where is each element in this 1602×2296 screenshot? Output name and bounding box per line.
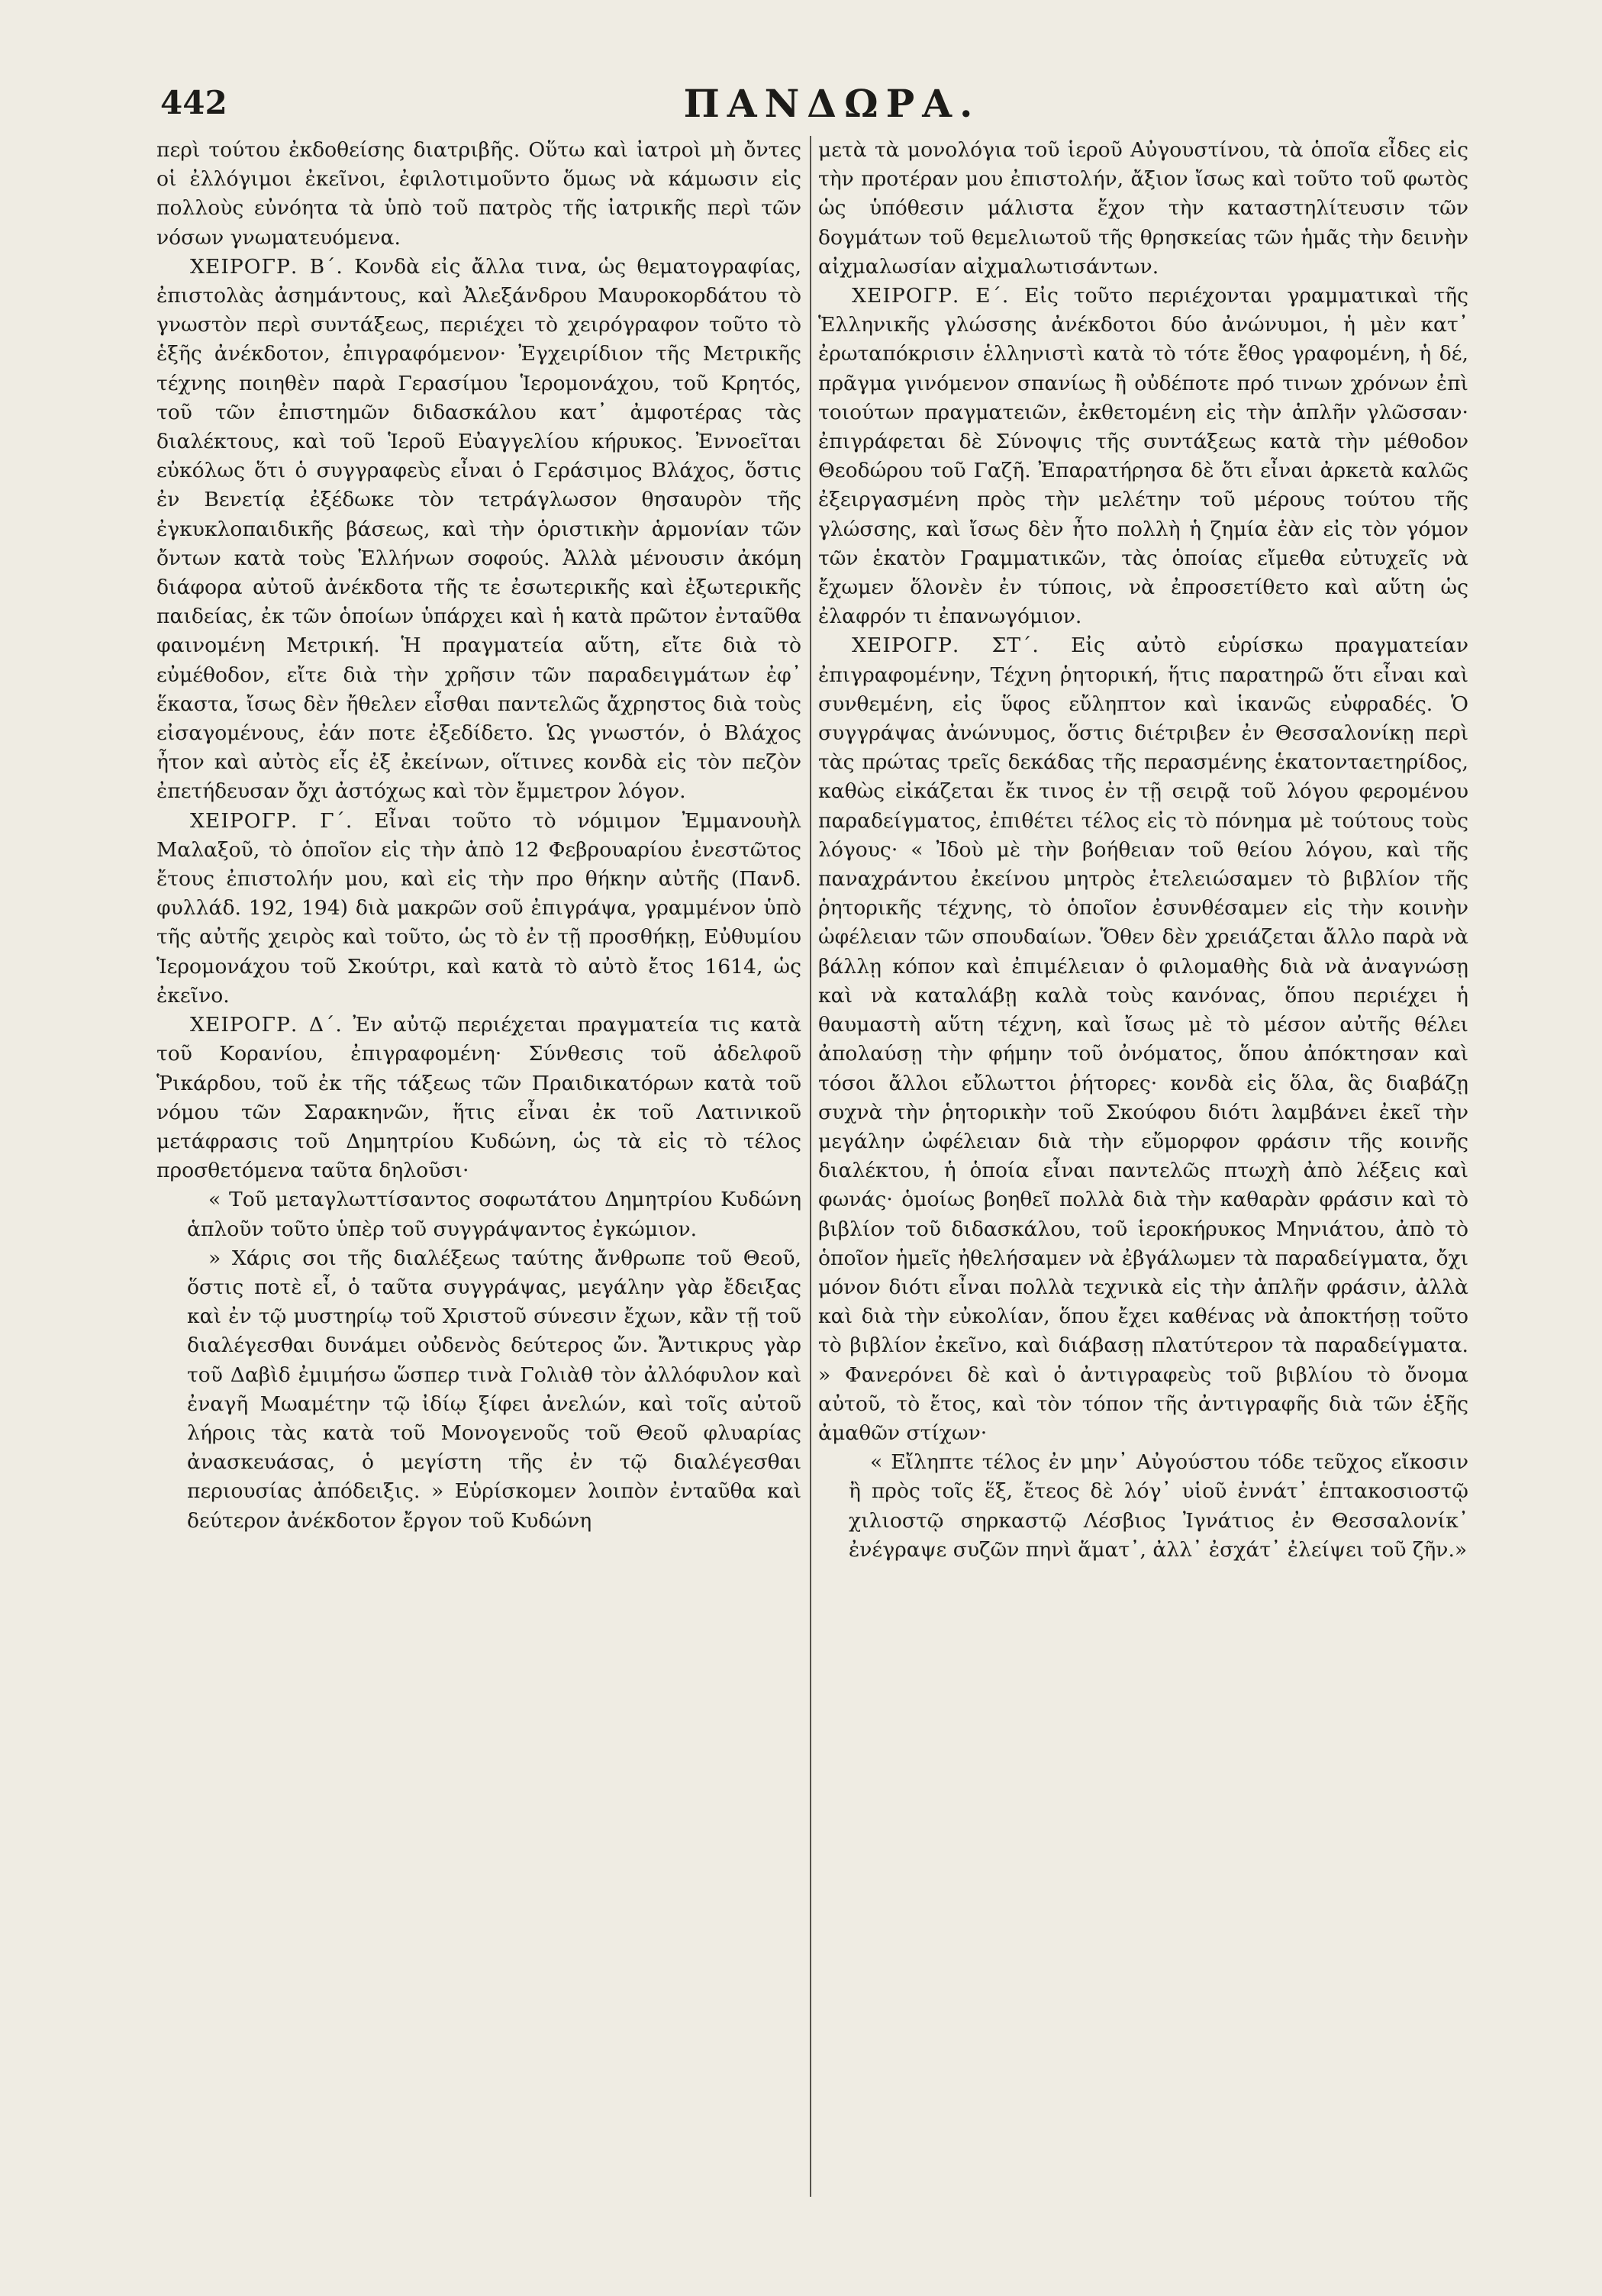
section-label: ΧΕΙΡΟΓΡ. Δ΄. (190, 1013, 343, 1037)
page-number: 442 (160, 84, 227, 121)
section-label: ΧΕΙΡΟΓΡ. ΣΤ΄. (852, 634, 1040, 658)
paragraph: περὶ τούτου ἐκδοθείσης διατριβῆς. Οὕτω καὶ ἰατροὶ μὴ ὄντες οἱ ἐλλόγιμοι ἐκεῖνοι, ἐφιλοτιμοῦντο ὅμως νὰ κάμωσιν εἰς πολλοὺς εὐνόητα τὰ ὑπὸ τοῦ πατρὸς τῆς ἰατρικῆς περὶ τῶν νόσων γνωματευόμενα. (156, 138, 801, 250)
paragraph-text: Εἰς τοῦτο περιέχονται γραμματικαὶ τῆς Ἑλληνικῆς γλώσσης ἀνέκδοτοι δύο ἀνώνυμοι, ἡ μὲν κατ᾽ ἐρωταπόκρισιν ἑλληνιστὶ κατὰ τὸ τότε ἔθος γραφομένη, ἡ δέ, πρᾶγμα γινόμενον σπανίως ἢ οὐδέποτε πρό τινων χρόνων ἐπὶ τοιούτων πραγματειῶν, ἐκθετομένη εἰς τὴν ἁπλῆν γλῶσσαν· ἐπιγράφεται δὲ Σύνοψις τῆς συντάξεως κατὰ τὴν μέθοδον Θεοδώρου τοῦ Γαζῆ. Ἐπαρατήρησα δὲ ὅτι εἶναι ἀρκετὰ καλῶς ἐξειργασμένη πρὸς τὴν μελέτην τοῦ μέρους τούτου τῆς γλώσσης, καὶ ἴσως δὲν ἦτο πολλὴ ἡ ζημία ἐὰν εἰς τὸν γόμον τῶν ἑκατὸν Γραμματικῶν, τὰς ὁποίας εἴμεθα εὐτυχεῖς νὰ ἔχωμεν ὅλονὲν ἐν τύποις, νὰ ἐπροσετίθετο καὶ αὕτη ὡς ἐλαφρόν τι ἐπανωγόμιον. (818, 284, 1468, 629)
paragraph-text: Ἐν αὐτῷ περιέχεται πραγματεία τις κατὰ τοῦ Κορανίου, ἐπιγραφομένη· Σύνθεσις τοῦ ἀδελφοῦ Ῥικάρδου, τοῦ ἐκ τῆς τάξεως τῶν Πραιδικατόρων κατὰ τοῦ νόμου τῶν Σαρακηνῶν, ἥτις εἶναι ἐκ τοῦ Λατινικοῦ μετάφρασις τοῦ Δημητρίου Κυδώνη, ὡς τὰ εἰς τὸ τέλος προσθετόμενα ταῦτα δηλοῦσι· (156, 1013, 801, 1183)
quotation: « Εἴληπτε τέλος ἐν μην᾽ Αὐγούστου τόδε τεῦχος εἴκοσιν ἢ πρὸς τοῖς ἕξ, ἔτεος δὲ λόγ᾽ υἱοῦ ἐννάτ᾽ ἑπτακοσιοστῷ χιλιοστῷ σηρκαστῷ Λέσβιος Ἰγνάτιος ἐν Θεσσαλονίκ᾽ ἐνέγραψε συζῶν πηνὶ ἅματ᾽, ἀλλ᾽ ἐσχάτ᾽ ἐλείψει τοῦ ζῆν.» (849, 1450, 1468, 1562)
paragraph-text: Κονδὰ εἰς ἄλλα τινα, ὡς θεματογραφίας, ἐπιστολὰς ἀσημάντους, καὶ Ἀλεξάνδρου Μαυροκορδάτου τὸ γνωστὸν περὶ συντάξεως, περιέχει τὸ χειρόγραφον τοῦτο τὸ ἑξῆς ἀνέκδοτον, ἐπιγραφόμενον· Ἐγχειρίδιον τῆς Μετρικῆς τέχνης ποιηθὲν παρὰ Γερασίμου Ἱερομονάχου, τοῦ Κρητός, τοῦ τῶν ἐπιστημῶν διδασκάλου κατ᾽ ἀμφοτέρας τὰς διαλέκτους, καὶ τοῦ Ἱεροῦ Εὐαγγελίου κήρυκος. Ἐννοεῖται εὐκόλως ὅτι ὁ συγγραφεὺς εἶναι ὁ Γεράσιμος Βλάχος, ὅστις ἐν Βενετίᾳ ἐξέδωκε τὸν τετράγλωσον θησαυρὸν τῆς ἐγκυκλοπαιδικῆς βάσεως, καὶ τὴν ὁριστικὴν ἁρμονίαν τῶν ὄντων κατὰ τοὺς Ἑλλήνων σοφούς. Ἀλλὰ μένουσιν ἀκόμη διάφορα αὐτοῦ ἀνέκδοτα τῆς τε ἐσωτερικῆς καὶ ἐξωτερικῆς παιδείας, ἐκ τῶν ὁποίων ὑπάρχει καὶ ἡ κατὰ πρῶτον ἐνταῦθα φαινομένη Μετρική. Ἡ πραγματεία αὕτη, εἴτε διὰ τὸ εὐμέθοδον, εἴτε διὰ τὴν χρῆσιν τῶν παραδειγμάτων ἐφ᾽ ἕκαστα, ἴσως δὲν ἤθελεν εἶσθαι παντελῶς ἄχρηστος διὰ τοὺς εἰσαγομένους, ἐάν ποτε ἐξεδίδετο. Ὡς γνωστόν, ὁ Βλάχος ἦτον καὶ αὐτὸς εἷς ἐξ ἐκείνων, οἵτινες κονδὰ εἰς τὸν πεζὸν ἐπετήδευσαν ὄχι ἀστόχως καὶ τὸν ἔμμετρον λόγον. (156, 254, 801, 804)
section-label: ΧΕΙΡΟΓΡ. Ε΄. (852, 284, 1010, 308)
column-divider (810, 136, 811, 2197)
quotation: « Τοῦ μεταγλωττίσαντος σοφωτάτου Δημητρίου Κυδώνη ἁπλοῦν τοῦτο ὑπὲρ τοῦ συγγράψαντος ἐγκώμιον. (187, 1188, 801, 1241)
running-title: ΠΑΝΔΩΡΑ. (683, 81, 981, 126)
paragraph-text: Εἰς αὐτὸ εὑρίσκω πραγματείαν ἐπιγραφομένην, Τέχνη ῥητορική, ἥτις παρατηρῶ ὅτι εἶναι καὶ συνθεμένη, εἰς ὕφος εὔληπτον καὶ ἱκανῶς εὐφραδές. Ὁ συγγράψας ἀνώνυμος, ὅστις διέτριβεν ἐν Θεσσαλονίκῃ περὶ τὰς πρώτας τρεῖς δεκάδας τῆς περασμένης ἑκατονταετηρίδος, καθὼς εἰκάζεται ἔκ τινος ἐν τῇ σειρᾷ τοῦ λόγου φερομένου παραδείγματος, ἐπιθέτει τέλος εἰς τὸ πόνημα μὲ τούτους τοὺς λόγους· « Ἰδοὺ μὲ τὴν βοήθειαν τοῦ θείου λόγου, καὶ τῆς παναχράντου ἐκείνου μητρὸς ἐτελειώσαμεν τὸ βιβλίον τῆς ῥητορικῆς τέχνης, τὸ ὁποῖον ἐσυνθέσαμεν εἰς τὴν κοινὴν ὠφέλειαν τῶν σπουδαίων. Ὅθεν δὲν χρειάζεται ἄλλο παρὰ νὰ βάλλῃ κόπον καὶ ἐπιμέλειαν ὁ φιλομαθὴς διὰ νὰ ἀναγνώσῃ καὶ νὰ καταλάβῃ καλὰ τοὺς κανόνας, ὅπου περιέχει ἡ θαυμαστὴ αὕτη τέχνη, καὶ ἴσως μὲ τὸ μέσον αὐτῆς θέλει ἀπολαύσῃ τὴν φήμην τοῦ ὀνόματος, ὅπου ἀπόκτησαν καὶ τόσοι ἄλλοι εὔλωττοι ῥήτορες· κονδὰ εἰς ὅλα, ἃς διαβάζῃ συχνὰ τὴν ῥητορικὴν τοῦ Σκούφου διότι λαμβάνει ἐκεῖ τὴν μεγάλην ὠφέλειαν διὰ τὴν εὔμορφον φράσιν τῆς κοινῆς διαλέκτου, ἡ ὁποία εἶναι παντελῶς πτωχὴ ἀπὸ λέξεις καὶ φωνάς· ὁμοίως βοηθεῖ πολλὰ διὰ τὴν καθαρὰν φράσιν καὶ τὸ βιβλίον τοῦ διδασκάλου, τοῦ ἱεροκήρυκος Μηνιάτου, ἀπὸ τὸ ὁποῖον ἡμεῖς ἠθελήσαμεν νὰ ἐβγάλωμεν τὰ παραδείγματα, ὄχι μόνον διότι εἶναι πολλὰ τεχνικὰ εἰς τὴν ἁπλῆν φράσιν, ἀλλὰ καὶ διὰ τὴν εὐκολίαν, ὅπου ἔχει καθένας νὰ ἀποκτήσῃ τοῦτο τὸ βιβλίον ἐκεῖνο, καὶ διάβασῃ πλατύτερον τὰ παραδείγματα. » Φανερόνει δὲ καὶ ὁ ἀντιγραφεὺς τοῦ βιβλίου τὸ ὄνομα αὐτοῦ, τὸ ἔτος, καὶ τὸν τόπον τῆς ἀντιγραφῆς διὰ τῶν ἑξῆς ἀμαθῶν στίχων· (818, 634, 1468, 1445)
section-label: ΧΕΙΡΟΓΡ. Β΄. (190, 254, 343, 279)
quotation: » Χάρις σοι τῆς διαλέξεως ταύτης ἄνθρωπε τοῦ Θεοῦ, ὅστις ποτὲ εἶ, ὁ ταῦτα συγγράψας, μεγάλην γὰρ ἔδειξας καὶ ἐν τῷ μυστηρίῳ τοῦ Χριστοῦ σύνεσιν ἔχων, κἂν τῇ τοῦ διαλέγεσθαι δυνάμει οὐδενὸς δεύτερος ὤν. Ἄντικρυς γὰρ τοῦ Δαβὶδ ἐμιμήσω ὥσπερ τινὰ Γολιὰθ τὸν ἀλλόφυλον καὶ ἐναγῆ Μωαμέτην τῷ ἰδίῳ ξίφει ἀνελών, καὶ τοῖς αὐτοῦ λήροις τὰς κατὰ τοῦ Μονογενοῦς τοῦ Θεοῦ φλυαρίας ἀνασκευάσας, ὁ μεγίστη τῆς ἐν τῷ διαλέγεσθαι περιουσίας ἀπόδειξις. » Εὑρίσκομεν λοιπὸν ἐνταῦθα καὶ δεύτερον ἀνέκδοτον ἔργον τοῦ Κυδώνη (187, 1246, 801, 1533)
right-column (818, 136, 1468, 2243)
paragraph (156, 807, 801, 1011)
paragraph (156, 253, 801, 807)
paragraph (818, 631, 1468, 1448)
left-column (156, 136, 801, 2243)
page-header (153, 76, 1511, 137)
section-label: ΧΕΙΡΟΓΡ. Γ΄. (190, 808, 353, 833)
paragraph (156, 1011, 801, 1185)
paragraph (818, 282, 1468, 631)
paragraph-text: Εἶναι τοῦτο τὸ νόμιμον Ἐμμανουὴλ Μαλαξοῦ, τὸ ὁποῖον εἰς τὴν ἀπὸ 12 Φεβρουαρίου ἐνεστῶτος ἔτους ἐπιστολήν μου, καὶ εἰς τὴν προ θήκην αὐτῆς (Πανδ. φυλλάδ. 192, 194) διὰ μακρῶν σοῦ ἐπιγράψα, γραμμένον ὑπὸ τῆς αὐτῆς χειρὸς καὶ τοῦτο, ὡς τὸ ἐν τῇ προσθήκῃ, Εὐθυμίου Ἱερομονάχου τοῦ Σκούτρι, καὶ κατὰ τὸ αὐτὸ ἔτος 1614, ὡς ἐκεῖνο. (156, 808, 801, 1008)
paragraph: μετὰ τὰ μονολόγια τοῦ ἱεροῦ Αὐγουστίνου, τὰ ὁποῖα εἶδες εἰς τὴν προτέραν μου ἐπιστολήν, ἄξιον ἴσως καὶ τοῦτο τοῦ φωτὸς ὡς ὑπόθεσιν μάλιστα ἔχον τὴν καταστηλίτευσιν τῶν δογμάτων τοῦ θεμελιωτοῦ τῆς θρησκείας τῶν ἡμᾶς τὴν δεινὴν αἰχμαλωσίαν αἰχμαλωτισάντων. (818, 138, 1468, 279)
